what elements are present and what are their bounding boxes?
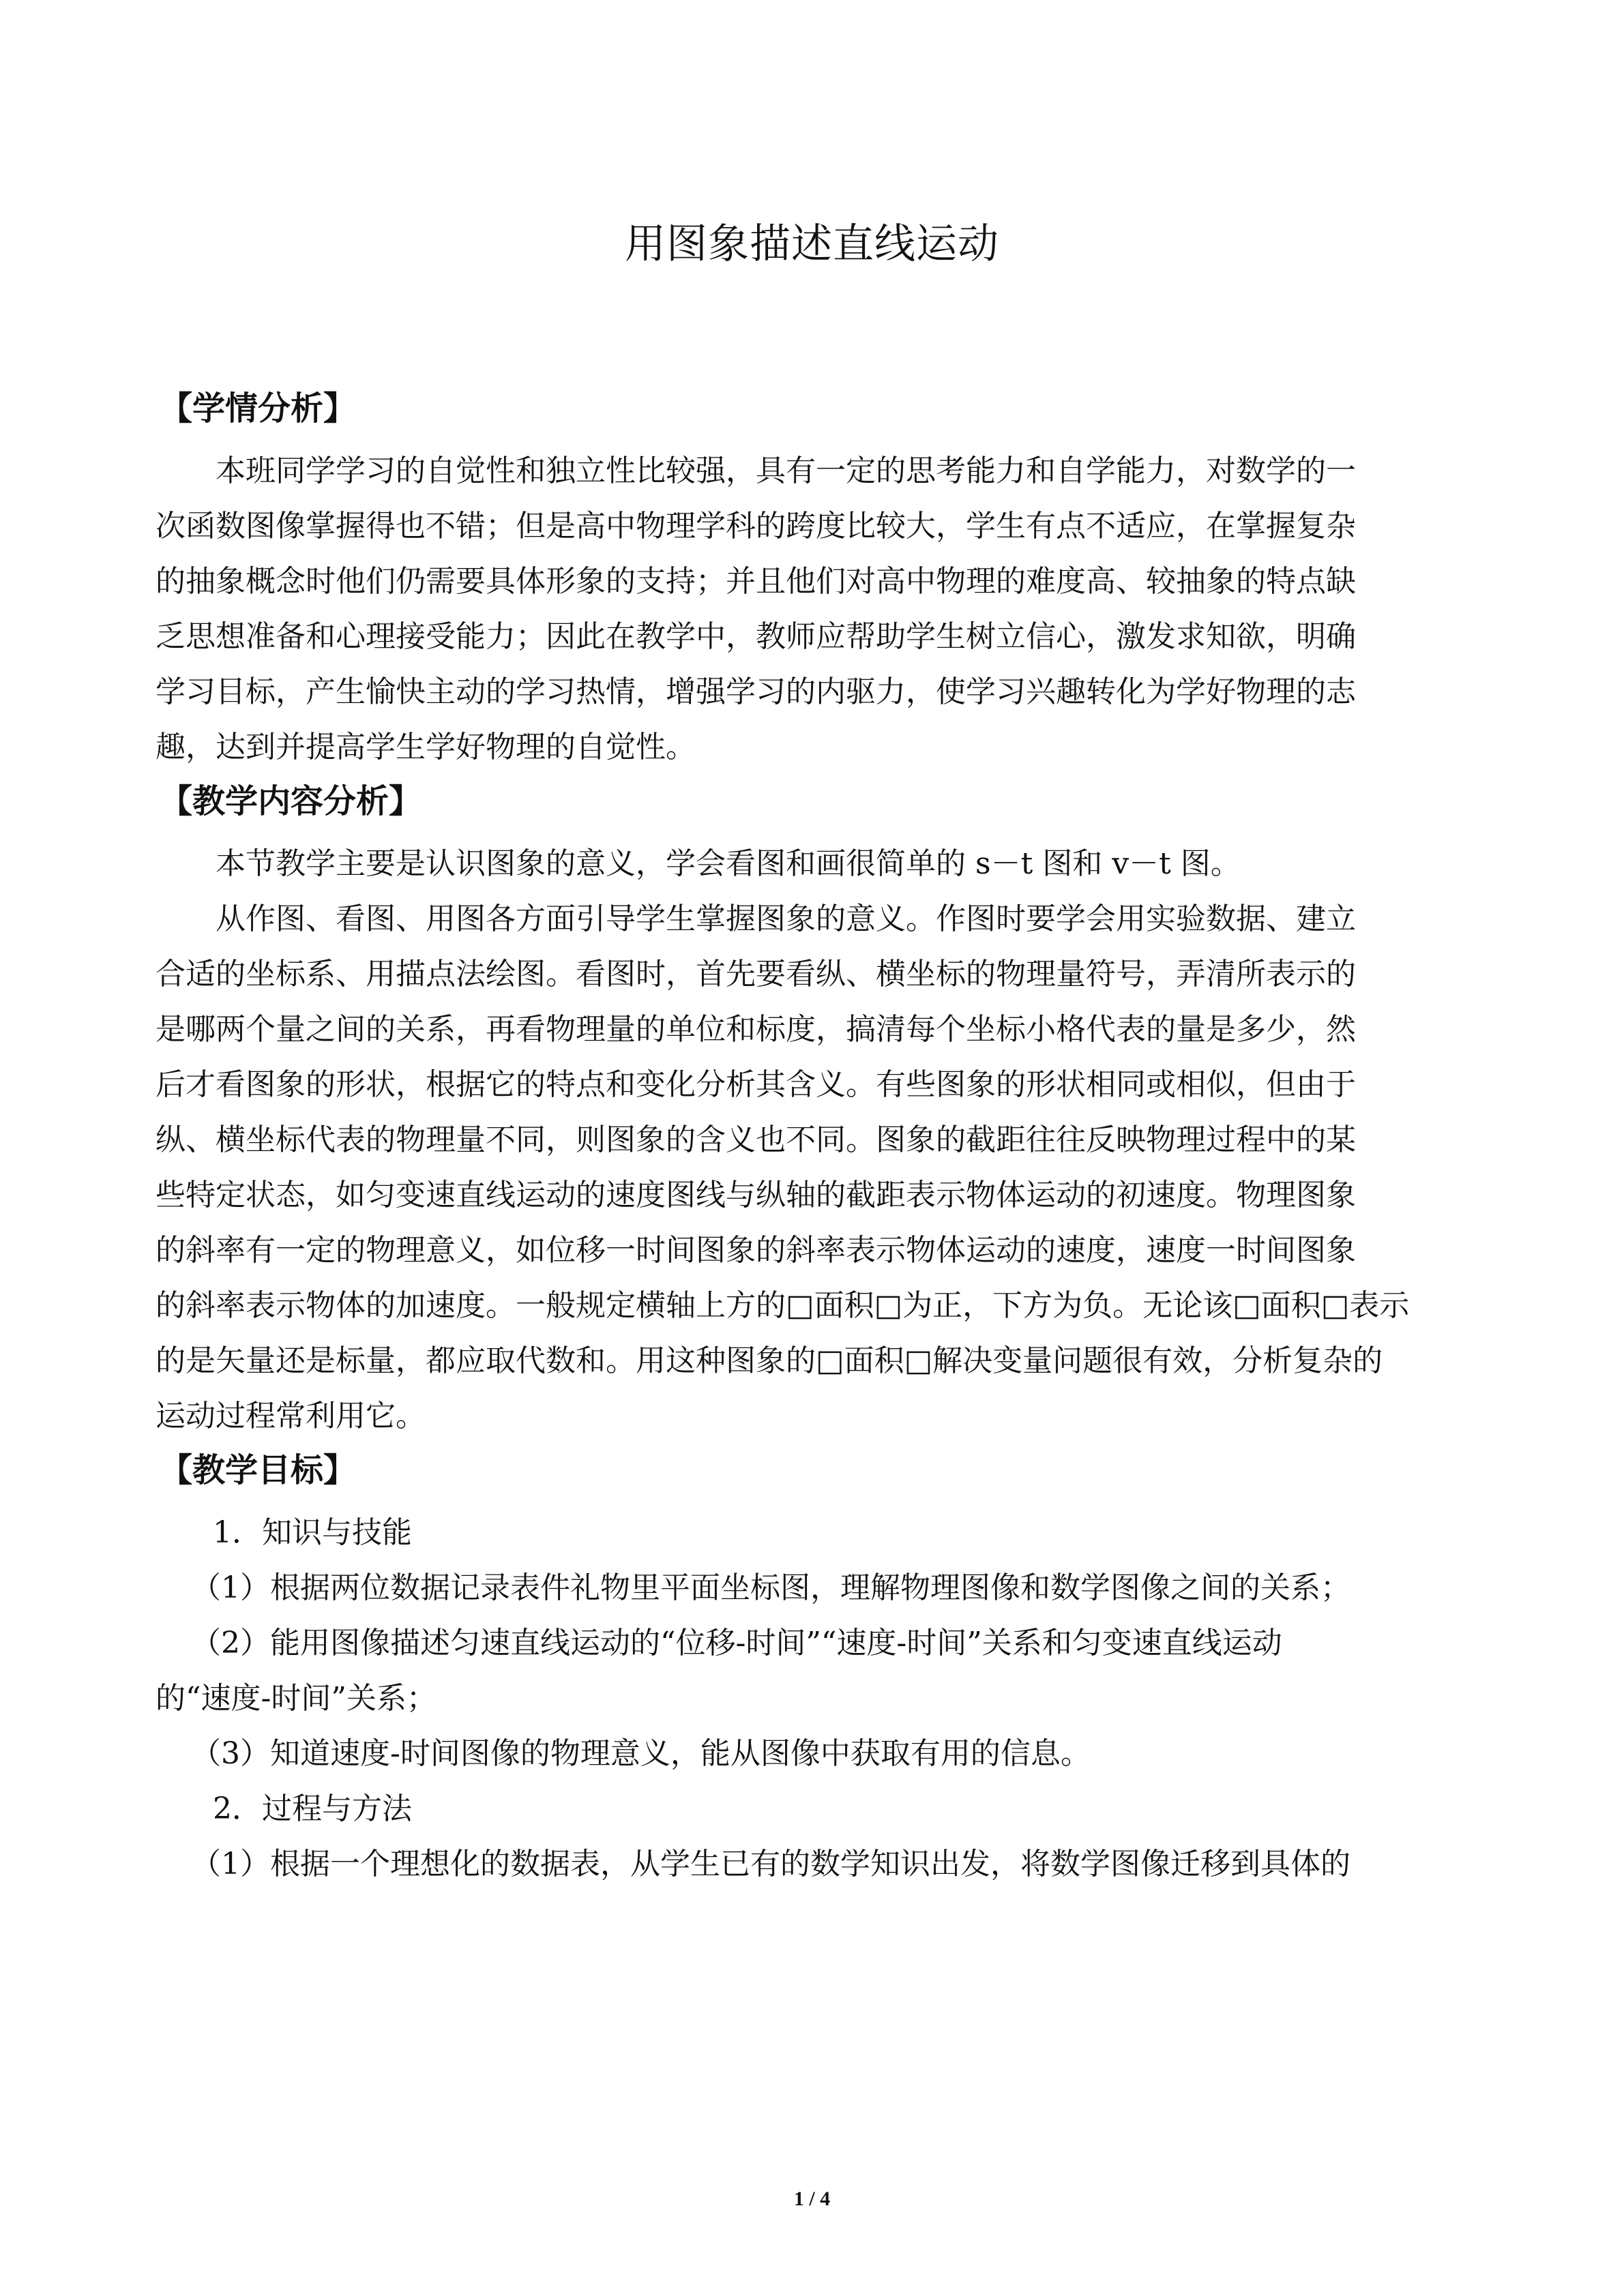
list-item-continued: 的“速度-时间”关系； [156, 1681, 437, 1716]
text-line: 后才看图象的形状，根据它的特点和变化分析其含义。有些图象的形状相同或相似，但由于 [156, 1067, 1356, 1102]
document-title: 用图象描述直线运动 [625, 220, 999, 268]
text-line: 的斜率有一定的物理意义，如位移一时间图象的斜率表示物体运动的速度，速度一时间图象 [156, 1233, 1356, 1268]
text-line: 是哪两个量之间的关系，再看物理量的单位和标度，搞清每个坐标小格代表的量是多少，然 [156, 1012, 1356, 1047]
section-heading-xueqing: 【学情分析】 [160, 389, 357, 428]
subheading-knowledge: 1．知识与技能 [213, 1515, 412, 1550]
text-line: 的是矢量还是标量，都应取代数和。用这种图象的□面积□解决变量问题很有效，分析复杂的 [156, 1343, 1383, 1378]
text-line: 趣，达到并提高学生学好物理的自觉性。 [156, 730, 696, 764]
list-item: （2）能用图像描述匀速直线运动的“位移-时间”“速度-时间”关系和匀变速直线运动 [191, 1626, 1282, 1660]
text-line: 次函数图像掌握得也不错；但是高中物理学科的跨度比较大，学生有点不适应，在掌握复杂 [156, 509, 1356, 543]
list-item: （3）知道速度-时间图像的物理意义，能从图像中获取有用的信息。 [191, 1736, 1091, 1771]
text-line: 学习目标，产生愉快主动的学习热情，增强学习的内驱力，使学习兴趣转化为学好物理的志 [156, 674, 1356, 709]
text-line: 从作图、看图、用图各方面引导学生掌握图象的意义。作图时要学会用实验数据、建立 [216, 901, 1356, 936]
paragraph-neirong [156, 836, 1473, 1444]
text-line: 的抽象概念时他们仍需要具体形象的支持；并且他们对高中物理的难度高、较抽象的特点缺 [156, 564, 1356, 599]
text-line: 些特定状态，如匀变速直线运动的速度图线与纵轴的截距表示物体运动的初速度。物理图象 [156, 1178, 1356, 1212]
text-line: 纵、横坐标代表的物理量不同，则图象的含义也不同。图象的截距往往反映物理过程中的某 [156, 1122, 1356, 1157]
text-line: 乏思想准备和心理接受能力；因此在教学中，教师应帮助学生树立信心，激发求知欲，明确 [156, 619, 1356, 654]
page-number: 1 / 4 [793, 2188, 831, 2210]
section-heading-mubiao: 【教学目标】 [160, 1451, 357, 1489]
paragraph-mubiao [156, 1505, 1473, 1892]
text-line: 本节教学主要是认识图象的意义，学会看图和画很简单的 s－t 图和 v－t 图。 [216, 846, 1241, 881]
paragraph-xueqing [156, 443, 1473, 775]
text-line: 本班同学学习的自觉性和独立性比较强，具有一定的思考能力和自学能力，对数学的一 [216, 453, 1356, 488]
document-body [156, 382, 1473, 1892]
text-line: 合适的坐标系、用描点法绘图。看图时，首先要看纵、横坐标的物理量符号，弄清所表示的 [156, 957, 1356, 992]
subheading-process: 2．过程与方法 [213, 1791, 412, 1826]
list-item: （1）根据两位数据记录表件礼物里平面坐标图，理解物理图像和数学图像之间的关系； [191, 1570, 1350, 1605]
text-line: 的斜率表示物体的加速度。一般规定横轴上方的□面积□为正，下方为负。无论该□面积□表示 [156, 1288, 1410, 1323]
section-heading-neirong: 【教学内容分析】 [160, 782, 422, 820]
text-line: 运动过程常利用它。 [156, 1399, 426, 1433]
list-item: （1）根据一个理想化的数据表，从学生已有的数学知识出发，将数学图像迁移到具体的 [191, 1847, 1350, 1881]
